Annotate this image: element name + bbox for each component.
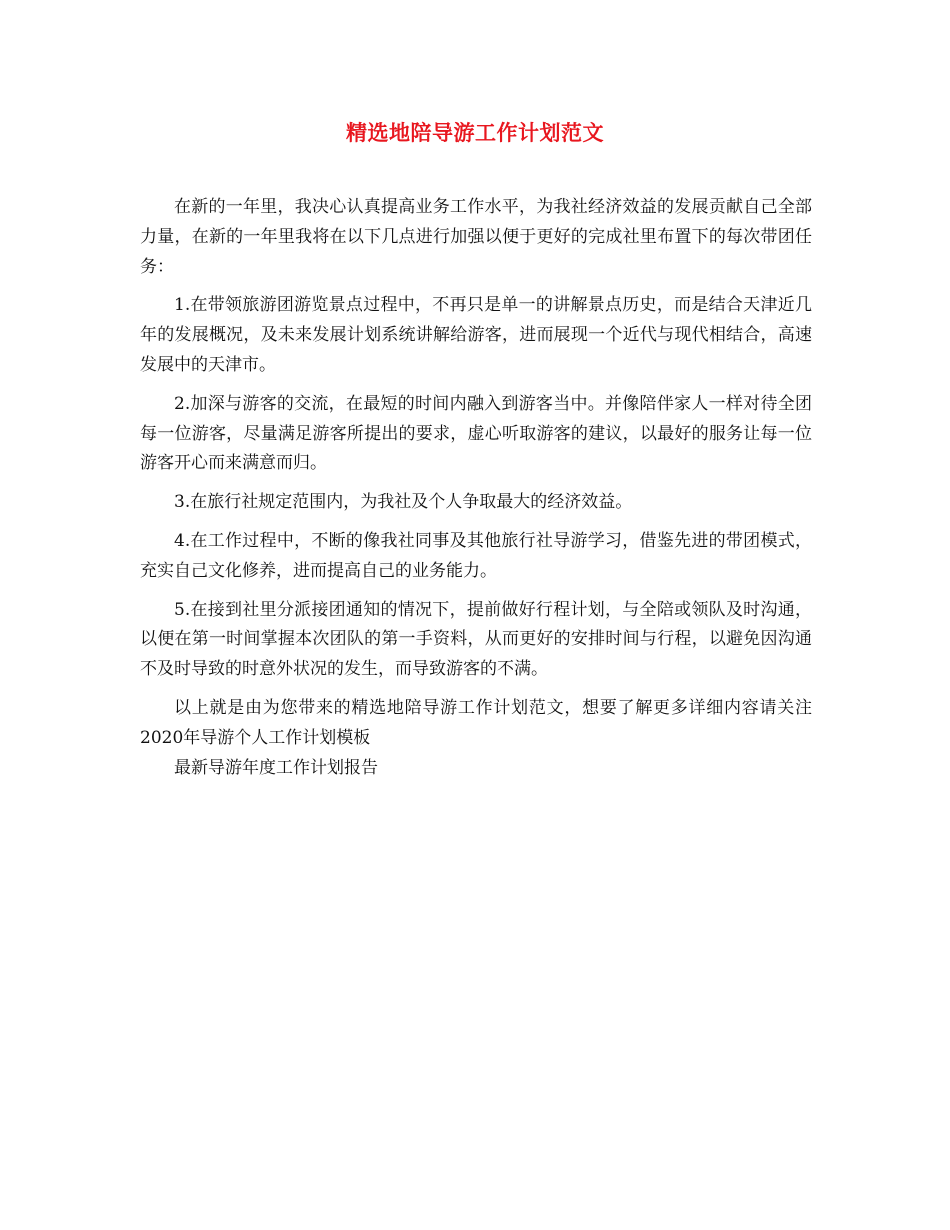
- point-1-paragraph: 1.在带领旅游团游览景点过程中，不再只是单一的讲解景点历史，而是结合天津近几年的发展概况，及未来发展计划系统讲解给游客，进而展现一个近代与现代相结合，高速发展中的天津市。: [140, 295, 812, 375]
- point-4-paragraph: 4.在工作过程中，不断的像我社同事及其他旅行社导游学习，借鉴先进的带团模式，充实自己文化修养，进而提高自己的业务能力。: [140, 530, 812, 581]
- intro-paragraph: 在新的一年里，我决心认真提高业务工作水平，为我社经济效益的发展贡献自己全部力量，在新的一年里我将在以下几点进行加强以便于更好的完成社里布置下的每次带团任务：: [140, 197, 812, 277]
- point-3-paragraph: 3.在旅行社规定范围内，为我社及个人争取最大的经济效益。: [174, 492, 633, 513]
- document-body: [140, 193, 812, 792]
- point-2-paragraph: 2.加深与游客的交流，在最短的时间内融入到游客当中。并像陪伴家人一样对待全团每一位游客，尽量满足游客所提出的要求，虚心听取游客的建议，以最好的服务让每一位游客开心而来满意而归。: [140, 393, 812, 474]
- point-5-paragraph: 5.在接到社里分派接团通知的情况下，提前做好行程计划，与全陪或领队及时沟通，以便在第一时间掌握本次团队的第一手资料，从而更好的安排时间与行程，以避免因沟通不及时导致的时意外状况的发生，而导致游客的不满。: [140, 599, 812, 680]
- related-link-text: 最新导游年度工作计划报告: [174, 757, 378, 778]
- document-title: 精选地陪导游工作计划范文: [346, 120, 604, 145]
- closing-paragraph: 以上就是由为您带来的精选地陪导游工作计划范文，想要了解更多详细内容请关注2020年导游个人工作计划模板: [140, 697, 812, 748]
